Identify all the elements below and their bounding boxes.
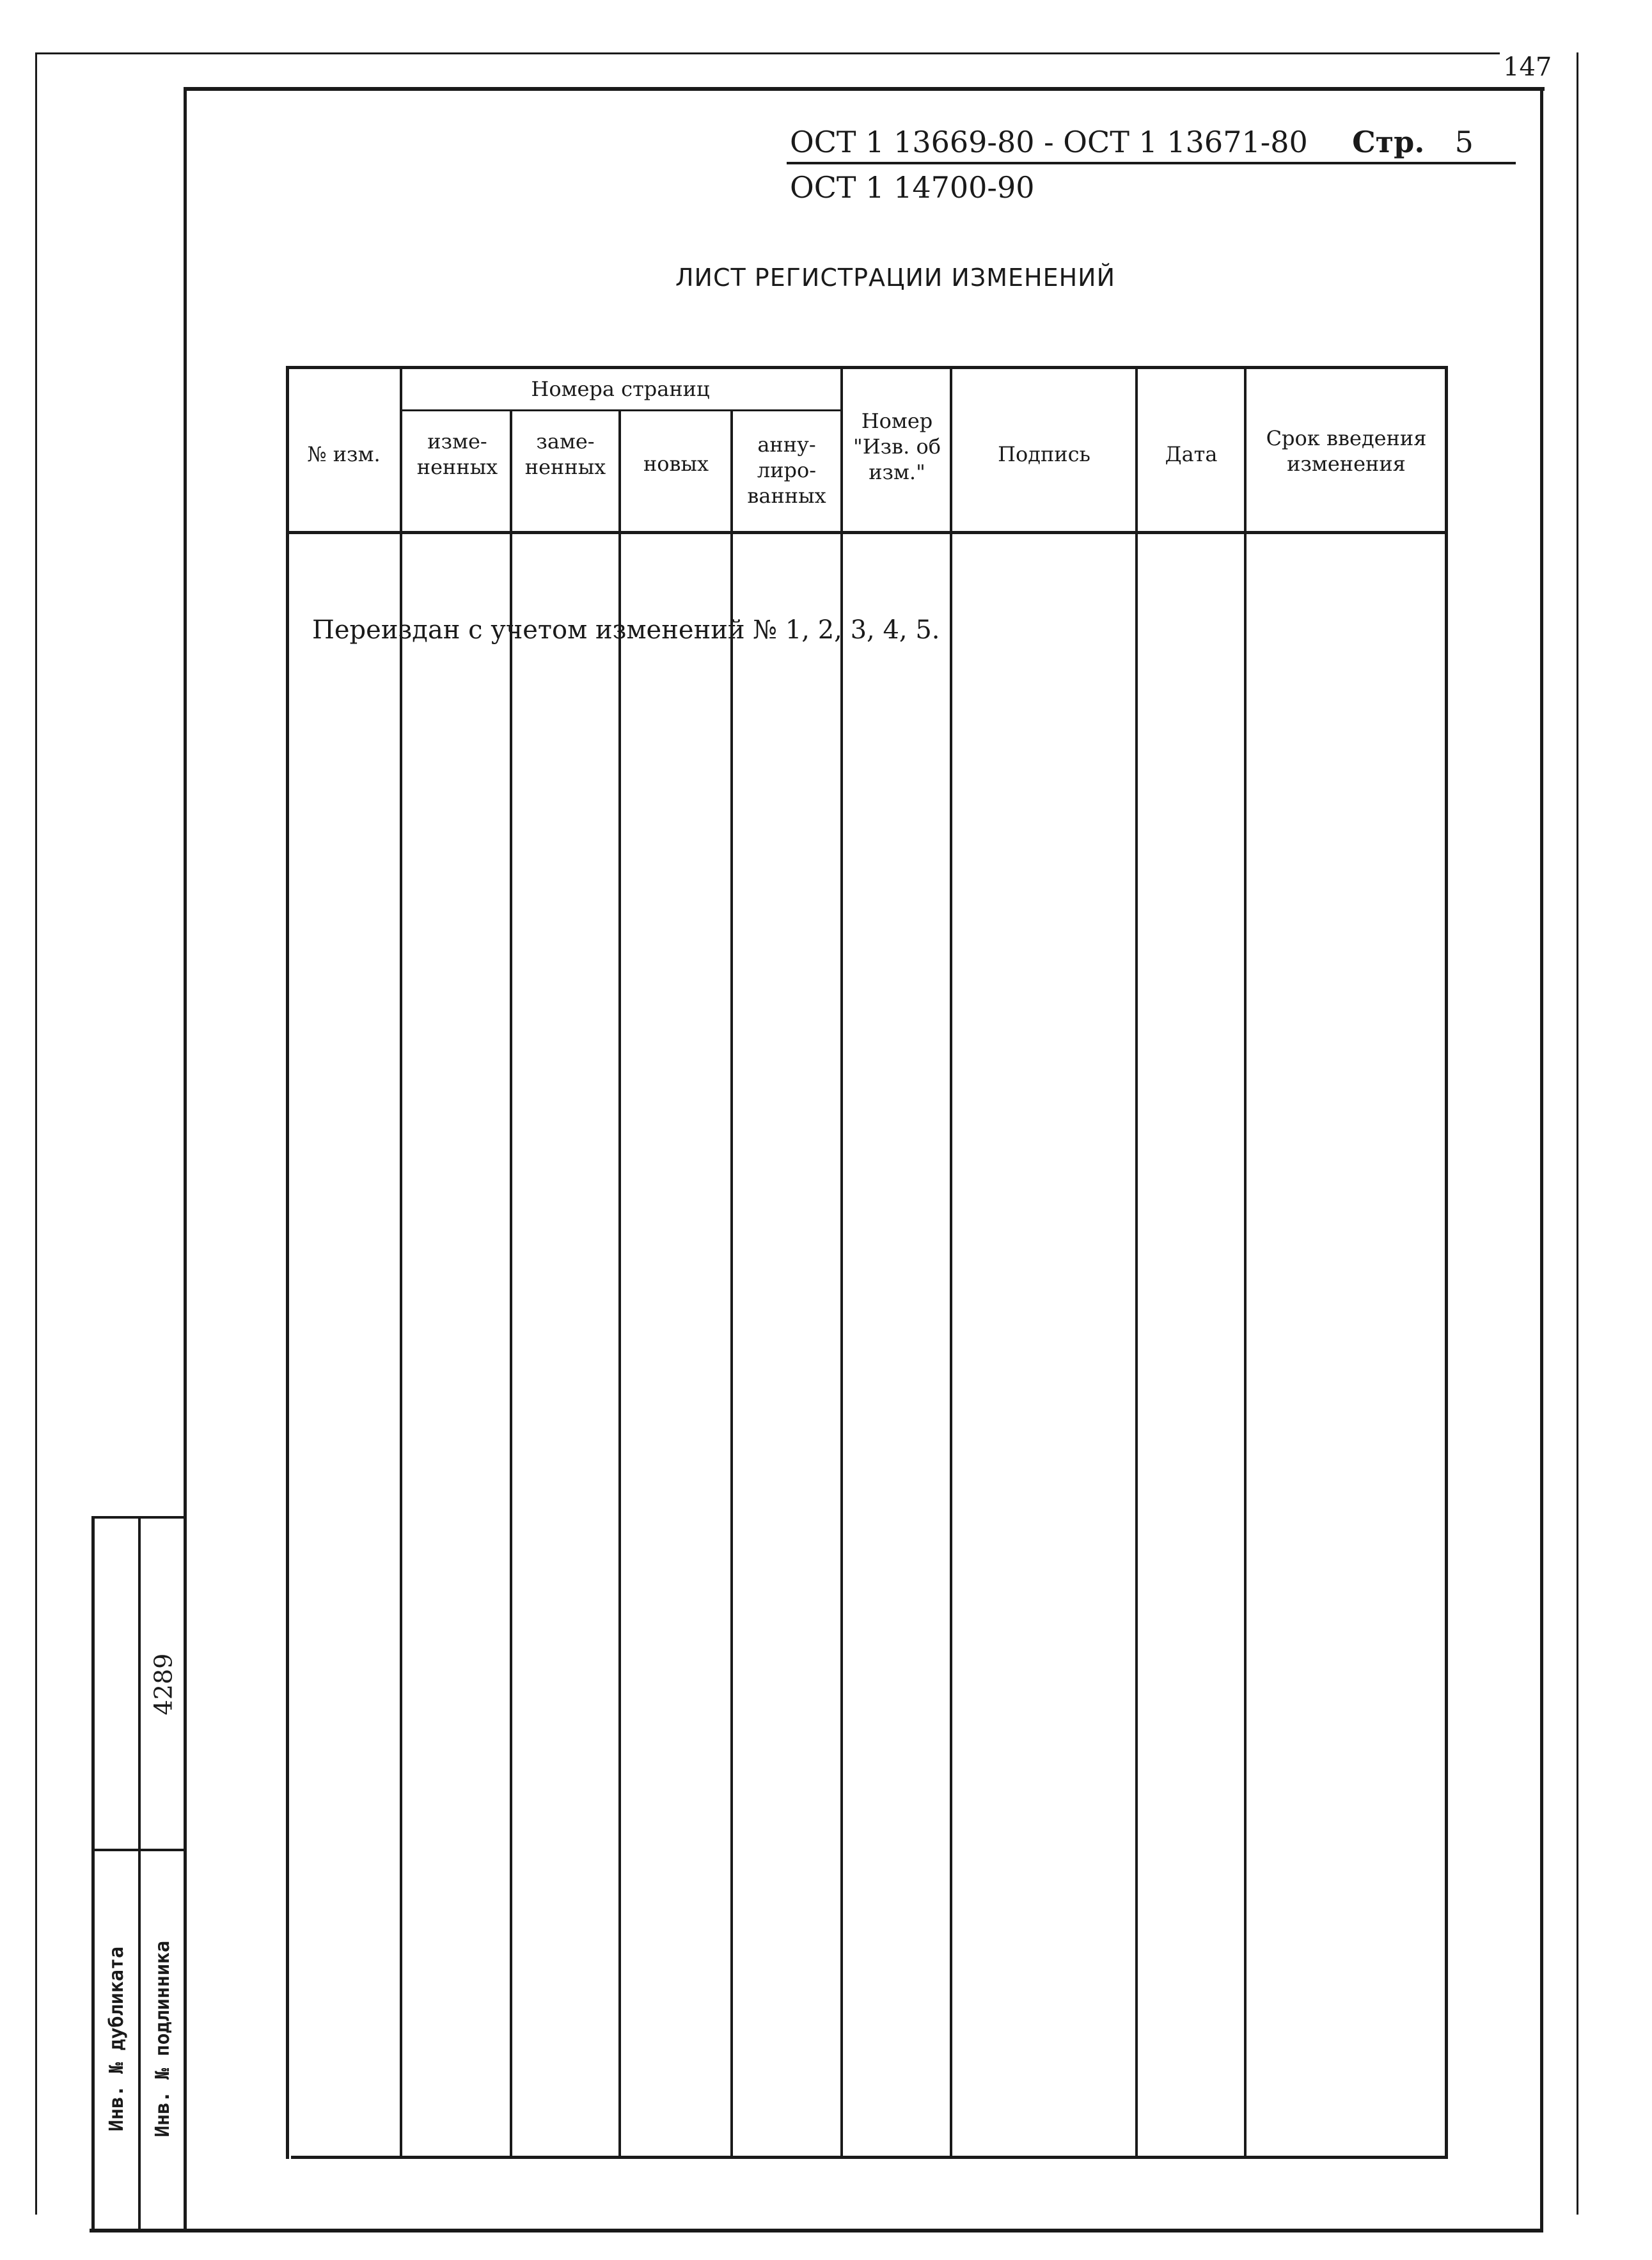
page-title: ЛИСТ РЕГИСТРАЦИИ ИЗМЕНЕНИЙ [675,264,1116,292]
header-change-no: № изм. [307,442,381,466]
header-annulled: анну- лиро- ванных [747,432,826,508]
col-line-0 [286,366,289,2159]
col-line-3 [618,411,621,2159]
reissue-note: Переиздан с учетом изменений № 1, 2, 3, 4, 5. [312,615,940,645]
standard-designation-1: ОСТ 1 13669-80 - ОСТ 1 13671-80 [790,125,1308,159]
header-notice-no: Номер "Изв. об изм." [853,408,941,484]
sheet-number: 147 [1503,52,1552,82]
frame-inner-bottom [90,2229,1543,2232]
original-inventory-label: Инв. № подлинника [152,1940,175,2138]
original-inventory-number: 4289 [149,1653,177,1715]
standard-line-1 [790,125,1474,159]
stamp-duplicate-label-cell [95,1852,138,2226]
col-line-6 [950,366,952,2159]
col-line-2 [510,411,512,2159]
col-line-7 [1135,366,1138,2159]
header-effective-date: Срок введения изменения [1266,426,1427,476]
header-replaced: заме- ненных [524,429,606,479]
standard-line-2: ОСТ 1 14700-90 [790,170,1035,205]
frame-outer-top [35,52,1500,54]
header-rule [787,162,1516,164]
header-new: новых [643,452,709,476]
header-date: Дата [1165,442,1218,466]
table-header-bottom [286,531,1448,534]
table-bottom-border [291,2156,1448,2159]
col-line-4 [730,411,733,2159]
page-number: 5 [1454,125,1474,159]
frame-outer-left [35,52,37,2215]
stamp-original-value-cell [141,1519,185,1849]
stamp-original-label-cell [141,1852,185,2226]
duplicate-inventory-label: Инв. № дубликата [105,1947,128,2131]
header-changed: изме- ненных [416,429,498,479]
header-signature: Подпись [998,442,1090,466]
stamp-row-divider [91,1849,187,1851]
frame-inner-right [1540,87,1543,2232]
table-top-border [286,366,1448,369]
col-line-8 [1244,366,1247,2159]
frame-outer-right [1577,52,1578,2215]
page-label: Стр. [1352,125,1425,159]
table-group-divider [401,409,842,411]
frame-inner-top [184,87,1545,91]
stamp-top-border [91,1516,187,1519]
col-line-9 [1445,366,1448,2159]
header-page-numbers: Номера страниц [531,377,710,401]
